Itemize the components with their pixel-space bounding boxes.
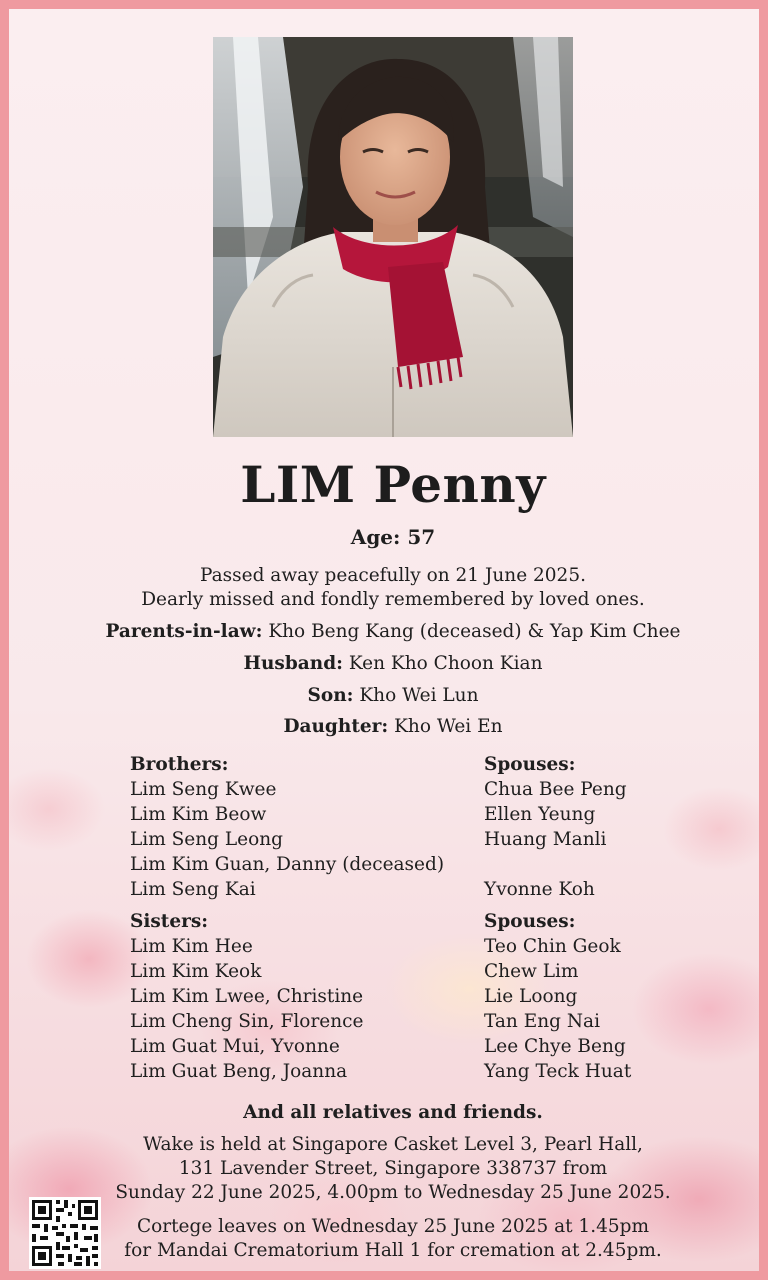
list-item: Lim Kim Lwee, Christine xyxy=(130,986,364,1007)
daughter-label: Daughter: xyxy=(283,716,389,737)
list-item: Chew Lim xyxy=(484,961,579,982)
sisters-heading: Sisters: xyxy=(130,911,209,932)
cortege-line-2: for Mandai Crematorium Hall 1 for cremation at 2.45pm. xyxy=(124,1240,662,1261)
list-item: Lim Guat Mui, Yvonne xyxy=(130,1036,340,1057)
list-item: Lim Kim Beow xyxy=(130,804,267,825)
list-item: Tan Eng Nai xyxy=(484,1011,601,1032)
list-item xyxy=(484,852,627,877)
husband-value: Ken Kho Choon Kian xyxy=(342,653,543,674)
husband-label: Husband: xyxy=(243,653,343,674)
sisters-list xyxy=(130,909,363,1084)
brothers-spouses-heading: Spouses: xyxy=(484,754,576,775)
list-item: Yang Teck Huat xyxy=(484,1061,632,1082)
portrait-photo xyxy=(213,37,573,437)
portrait-illustration xyxy=(213,37,573,437)
qr-code-icon xyxy=(29,1197,101,1269)
passing-message xyxy=(9,564,768,612)
list-item: Teo Chin Geok xyxy=(484,936,621,957)
sisters-spouses-list xyxy=(484,909,631,1084)
daughter-line xyxy=(9,716,768,737)
list-item: Lim Kim Hee xyxy=(130,936,253,957)
husband-line xyxy=(9,653,768,674)
wake-line-2: 131 Lavender Street, Singapore 338737 from xyxy=(178,1158,608,1179)
list-item: Lim Seng Leong xyxy=(130,829,284,850)
sisters-spouses-heading: Spouses: xyxy=(484,911,576,932)
brothers-spouses-list xyxy=(484,752,627,902)
list-item: Lee Chye Beng xyxy=(484,1036,626,1057)
list-item: Lim Kim Keok xyxy=(130,961,262,982)
brothers-heading: Brothers: xyxy=(130,754,229,775)
list-item: Lie Loong xyxy=(484,986,578,1007)
wake-line-3: Sunday 22 June 2025, 4.00pm to Wednesday 25 June 2025. xyxy=(115,1182,671,1203)
parents-in-law-line xyxy=(9,621,768,642)
passing-line-1: Passed away peacefully on 21 June 2025. xyxy=(200,565,586,586)
son-label: Son: xyxy=(307,685,354,706)
age-label: Age: 57 xyxy=(350,525,436,549)
qr-code[interactable] xyxy=(29,1197,101,1269)
list-item: Lim Kim Guan, Danny (deceased) xyxy=(130,854,445,875)
list-item: Lim Seng Kwee xyxy=(130,779,277,800)
brothers-list xyxy=(130,752,444,902)
deceased-name: LIM Penny xyxy=(240,455,546,514)
parents-in-law-value: Kho Beng Kang (deceased) & Yap Kim Chee xyxy=(262,621,681,642)
cortege-details xyxy=(9,1215,768,1263)
list-item: Lim Guat Beng, Joanna xyxy=(130,1061,348,1082)
son-value: Kho Wei Lun xyxy=(353,685,479,706)
son-line xyxy=(9,685,768,706)
wake-details xyxy=(9,1133,768,1205)
wake-line-1: Wake is held at Singapore Casket Level 3, Pearl Hall, xyxy=(143,1134,643,1155)
list-item: Lim Seng Kai xyxy=(130,879,256,900)
list-item: Lim Cheng Sin, Florence xyxy=(130,1011,364,1032)
parents-in-law-label: Parents-in-law: xyxy=(105,621,263,642)
list-item: Yvonne Koh xyxy=(484,879,595,900)
cortege-line-1: Cortege leaves on Wednesday 25 June 2025 at 1.45pm xyxy=(136,1216,650,1237)
passing-line-2: Dearly missed and fondly remembered by loved ones. xyxy=(141,589,645,610)
list-item: Chua Bee Peng xyxy=(484,779,627,800)
list-item: Huang Manli xyxy=(484,829,607,850)
daughter-value: Kho Wei En xyxy=(388,716,503,737)
relatives-line: And all relatives and friends. xyxy=(243,1102,543,1123)
list-item: Ellen Yeung xyxy=(484,804,596,825)
